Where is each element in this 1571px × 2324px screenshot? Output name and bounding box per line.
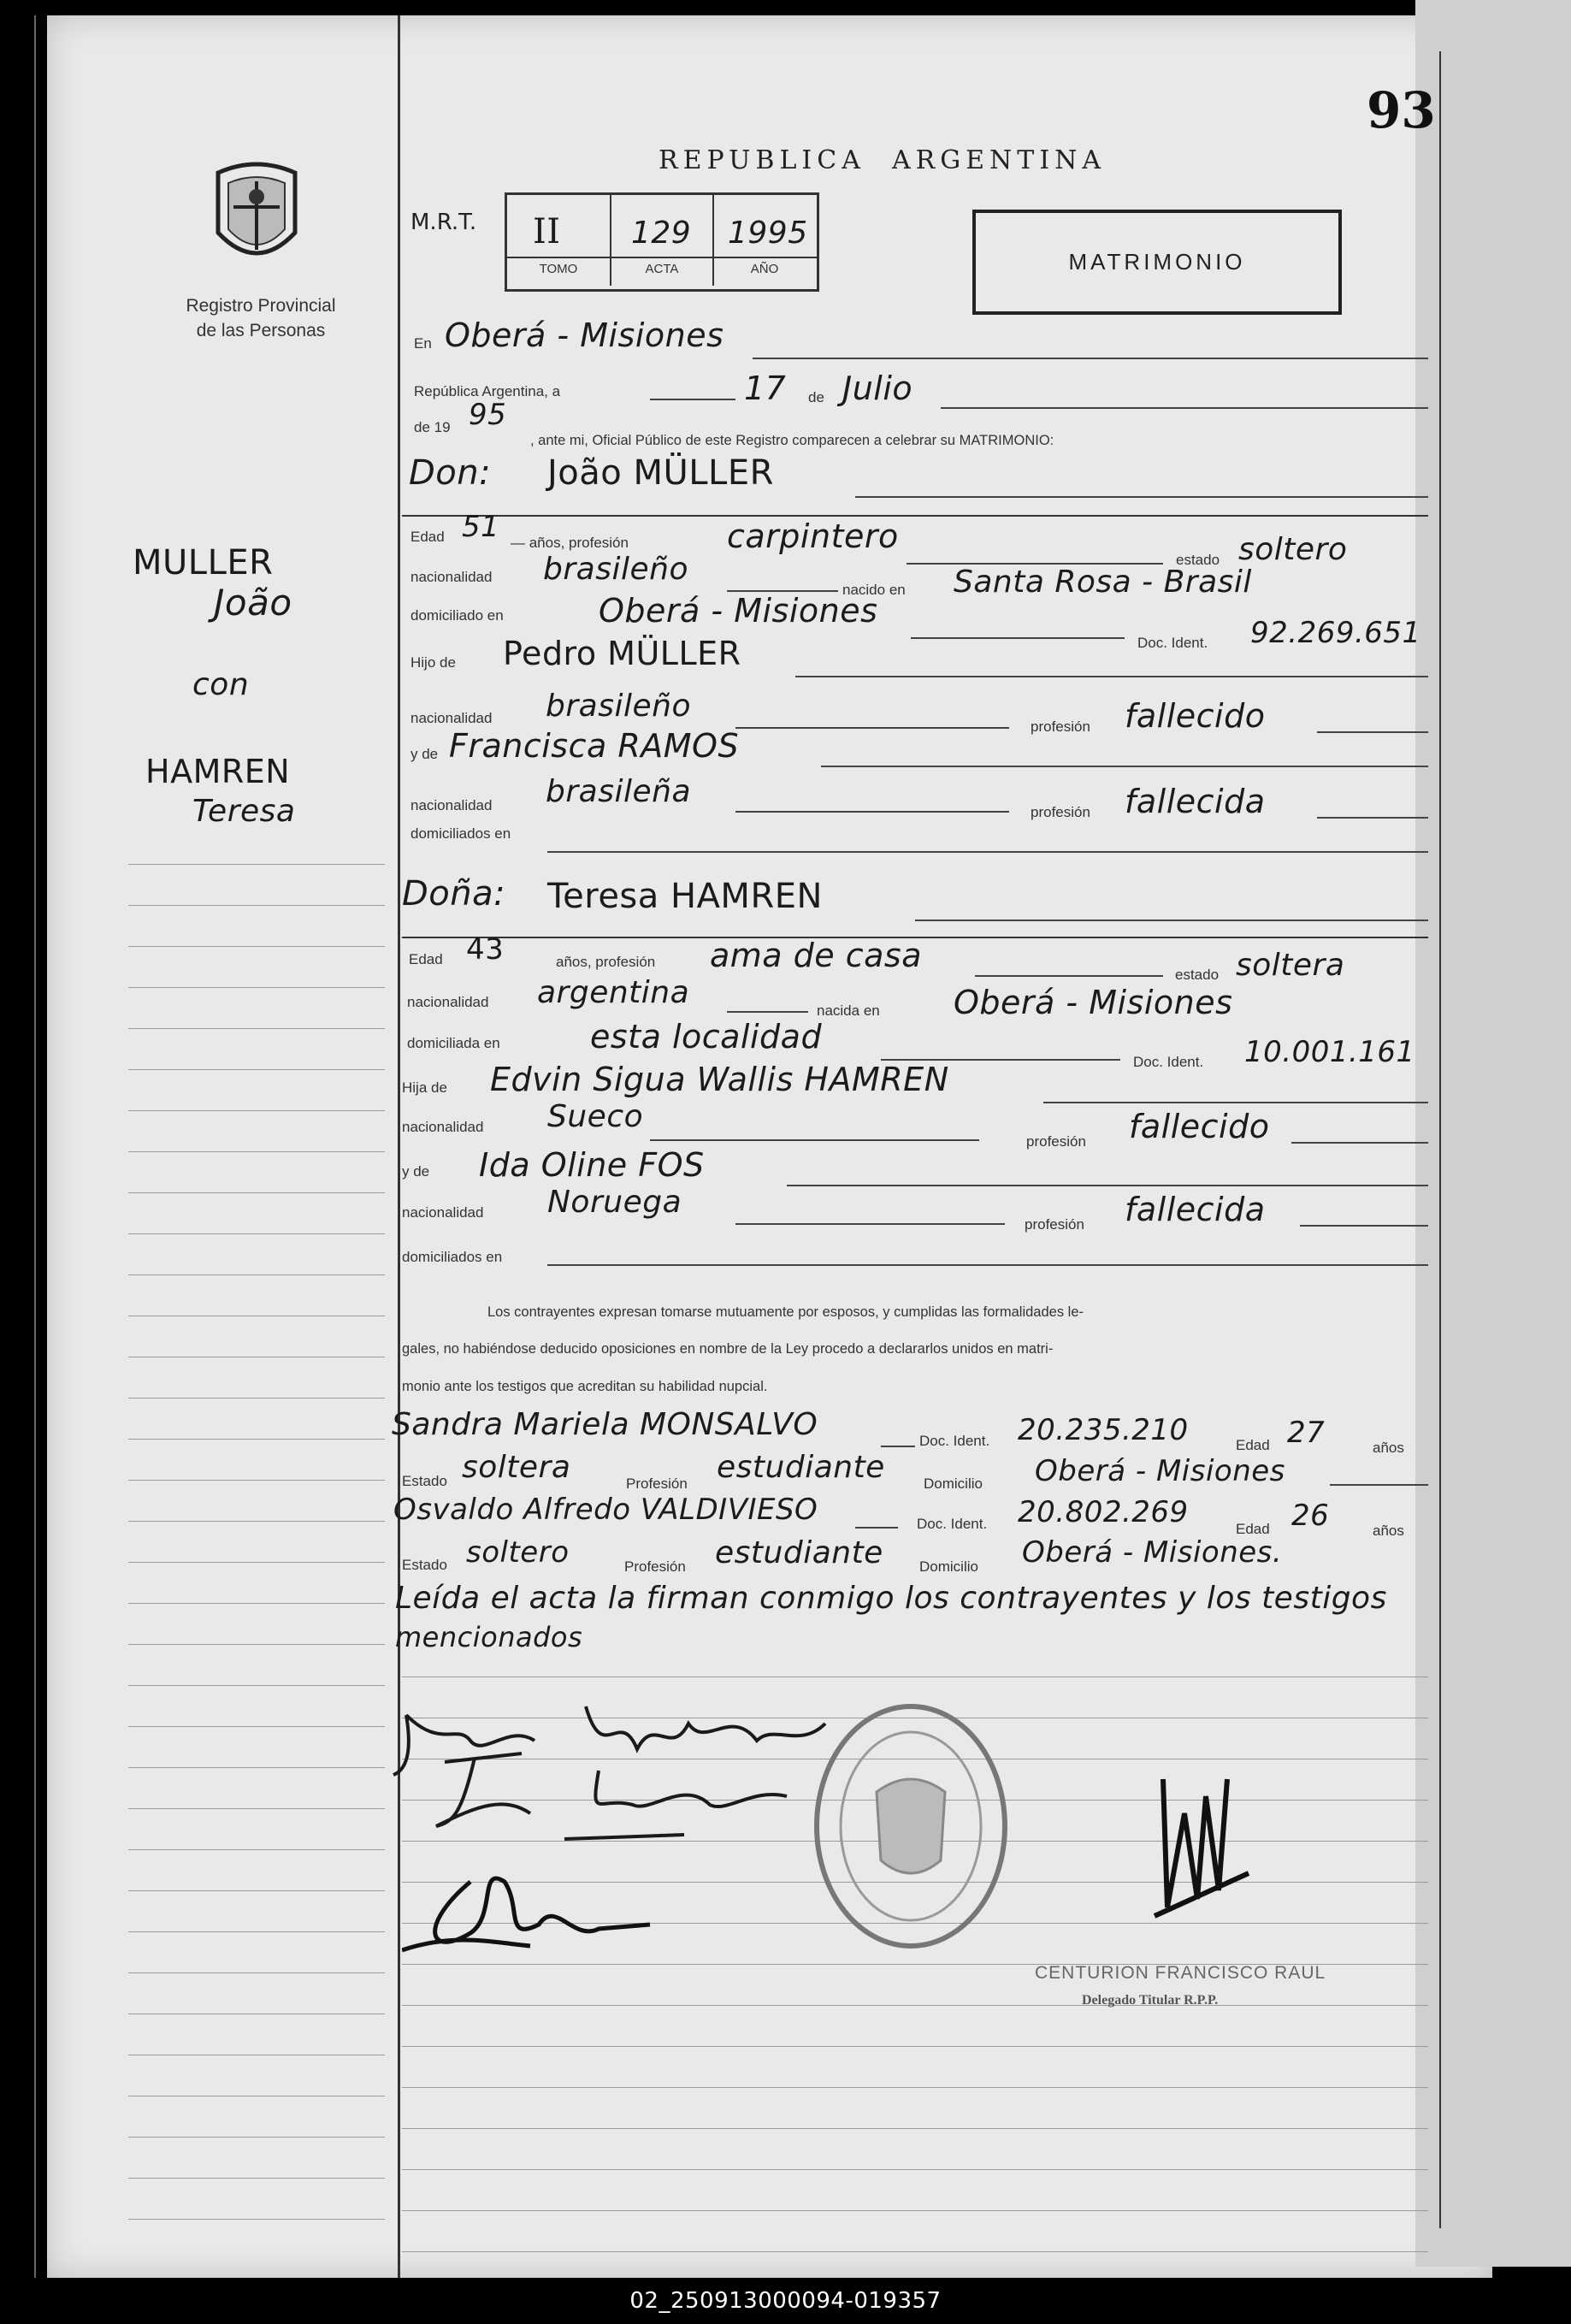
groom-padre-nac-label: nacionalidad	[410, 710, 493, 726]
date-line-1	[650, 399, 735, 400]
groom-domiciliados-line	[547, 851, 1428, 853]
margin-rule	[128, 946, 385, 947]
year-value: 95	[469, 398, 507, 432]
groom-dom-label: domiciliado en	[410, 607, 504, 624]
mrt-label: M.R.T.	[410, 210, 477, 235]
lower-rule	[402, 2005, 1428, 2006]
margin-rule	[128, 1685, 385, 1686]
witness1-estado-label: Estado	[402, 1473, 447, 1489]
margin-rule	[128, 1521, 385, 1522]
place-line	[753, 358, 1428, 359]
signature-witness	[402, 1848, 659, 1967]
official-title: Delegado Titular R.P.P.	[1082, 1993, 1219, 2008]
margin-rule	[128, 2178, 385, 2179]
groom-edad: 51	[462, 510, 500, 544]
mrt-box	[505, 192, 819, 292]
place-prefix: En	[414, 335, 432, 352]
groom-domicilio: Oberá - Misiones	[599, 592, 878, 630]
doc-type-label: MATRIMONIO	[1068, 249, 1246, 275]
registry-name-2: de las Personas	[196, 321, 326, 340]
witness1-profesion: estudiante	[717, 1450, 885, 1485]
witness1-edad: 27	[1287, 1416, 1326, 1450]
groom-nacionalidad: brasileño	[543, 552, 688, 587]
bride-padre-nac: Sueco	[547, 1099, 644, 1134]
ano-label: AÑO	[750, 262, 779, 276]
margin-line-main	[398, 15, 400, 2278]
margin-rule	[128, 1767, 385, 1768]
bride-edad-label: Edad	[409, 951, 443, 967]
date-de: de	[808, 389, 824, 405]
groom-madre-prof-line	[1317, 817, 1428, 819]
bride-name: Teresa HAMREN	[547, 877, 823, 916]
groom-madre-prof-label: profesión	[1031, 804, 1090, 820]
witness2-profesion: estudiante	[715, 1535, 883, 1570]
margin-rule	[128, 1849, 385, 1850]
margin-rule	[128, 864, 385, 865]
margin-rule	[128, 1274, 385, 1275]
closing-line-2: mencionados	[395, 1621, 583, 1653]
bride-estado-label: estado	[1175, 967, 1220, 983]
bride-padre-prof-label: profesión	[1026, 1133, 1086, 1150]
margin-note-3: con	[192, 667, 250, 702]
signature-bride	[428, 1745, 812, 1848]
groom-edad-label: Edad	[410, 529, 445, 545]
groom-madre-nac-line	[735, 811, 1009, 813]
groom-padre-prof-label: profesión	[1031, 718, 1090, 735]
footer-bar	[0, 2278, 1571, 2324]
date-month: Julio	[842, 370, 913, 407]
bride-nac-label: nacionalidad	[407, 994, 489, 1010]
groom-rule-top	[402, 515, 1428, 517]
groom-anos-profesion: — años, profesión	[511, 535, 629, 551]
groom-padre-prof-line	[1317, 731, 1428, 733]
statement-line-2: gales, no habiéndose deducido oposiciones en nombre de la Ley procedo a declararlos unidos en matri-	[402, 1341, 1054, 1357]
bride-domicilio: esta localidad	[590, 1018, 823, 1056]
bride-padre-nac-line	[650, 1139, 979, 1141]
bride-nac-line	[727, 1011, 808, 1013]
place-value: Oberá - Misiones	[445, 316, 724, 354]
witness2-dom-label: Domicilio	[919, 1558, 978, 1575]
bride-madre: Ida Oline FOS	[479, 1146, 705, 1184]
margin-note-2: João	[214, 582, 292, 624]
lower-rule	[402, 2210, 1428, 2211]
groom-name-line	[855, 496, 1428, 498]
groom-padre-nac-line	[735, 727, 1009, 729]
witness1-doc-label: Doc. Ident.	[919, 1433, 990, 1449]
bride-padre-prof: fallecido	[1129, 1108, 1270, 1145]
bride-padre-prof-line	[1291, 1142, 1428, 1144]
groom-madre-prof: fallecida	[1125, 783, 1266, 820]
margin-rule	[128, 1972, 385, 1973]
bride-name-line	[915, 920, 1428, 921]
bride-domiciliados-line	[547, 1264, 1428, 1266]
margin-rule	[128, 1562, 385, 1563]
bride-padre-nac-label: nacionalidad	[402, 1119, 484, 1135]
witness2-estado-label: Estado	[402, 1557, 447, 1573]
margin-rule	[128, 1151, 385, 1152]
witness1-doc: 20.235.210	[1018, 1413, 1189, 1447]
ano-value: 1995	[728, 216, 808, 251]
groom-doc: 92.269.651	[1250, 616, 1421, 650]
margin-rule	[128, 1192, 385, 1193]
margin-rule	[128, 1644, 385, 1645]
bride-madre-nac-label: nacionalidad	[402, 1204, 484, 1221]
bride-madre-nac: Noruega	[547, 1185, 682, 1220]
witness1-domicilio: Oberá - Misiones	[1035, 1454, 1285, 1488]
witness1-anos: años	[1373, 1440, 1404, 1456]
bride-domiciliados-label: domiciliados en	[402, 1249, 503, 1265]
witness2-domicilio: Oberá - Misiones.	[1022, 1535, 1283, 1570]
groom-domiciliados-label: domiciliados en	[410, 825, 511, 842]
margin-rule	[128, 987, 385, 988]
lower-rule	[402, 2169, 1428, 2170]
lower-rule	[402, 2128, 1428, 2129]
bride-nacida-label: nacida en	[817, 1002, 880, 1019]
acta-value: 129	[631, 216, 692, 251]
groom-nac-label: nacionalidad	[410, 569, 493, 585]
witness2-name: Osvaldo Alfredo VALDIVIESO	[393, 1493, 818, 1527]
margin-line-right	[1439, 51, 1441, 2228]
witness1-edad-label: Edad	[1236, 1437, 1270, 1453]
margin-rule	[128, 1480, 385, 1481]
bride-anos-profesion: años, profesión	[556, 954, 656, 970]
margin-rule	[128, 2219, 385, 2220]
witness2-anos: años	[1373, 1523, 1404, 1539]
bride-madre-nac-line	[735, 1223, 1005, 1225]
bride-prof-line	[975, 975, 1163, 977]
witness1-name: Sandra Mariela MONSALVO	[392, 1407, 818, 1442]
bride-madre-prof-label: profesión	[1025, 1216, 1084, 1233]
bride-madre-prof-line	[1300, 1225, 1428, 1227]
groom-padre-line	[795, 676, 1428, 677]
margin-line-left	[34, 15, 36, 2278]
witness1-estado: soltera	[462, 1450, 571, 1485]
margin-rule	[128, 1439, 385, 1440]
lower-rule	[402, 2087, 1428, 2088]
groom-estado: soltero	[1238, 532, 1348, 567]
witness1-name-line	[881, 1446, 915, 1447]
witness1-dom-label: Domicilio	[924, 1475, 983, 1492]
bride-dona: Doña:	[402, 874, 506, 914]
margin-rule	[128, 1726, 385, 1727]
date-day: 17	[744, 370, 787, 407]
groom-madre-line	[821, 766, 1428, 767]
bride-edad: 43	[466, 932, 505, 967]
groom-hijo-label: Hijo de	[410, 654, 456, 671]
bride-estado: soltera	[1236, 948, 1345, 983]
republic-title: REPUBLICA ARGENTINA	[659, 145, 1107, 175]
groom-padre: Pedro MÜLLER	[503, 635, 741, 672]
groom-doc-label: Doc. Ident.	[1137, 635, 1208, 651]
witness2-estado: soltero	[466, 1535, 570, 1570]
year-prefix: de 19	[414, 419, 451, 435]
groom-estado-label: estado	[1176, 552, 1220, 568]
lower-rule	[402, 1676, 1428, 1677]
bride-doc-label: Doc. Ident.	[1133, 1054, 1204, 1070]
margin-rule	[128, 1110, 385, 1111]
groom-profesion: carpintero	[727, 517, 899, 555]
acta-label: ACTA	[645, 262, 679, 276]
bride-doc: 10.001.161	[1244, 1035, 1415, 1069]
bride-y-de: y de	[402, 1163, 430, 1180]
margin-rule	[128, 1398, 385, 1399]
date-line-2	[941, 407, 1428, 409]
tomo-label: TOMO	[539, 262, 578, 276]
bride-padre-line	[1043, 1102, 1428, 1103]
lower-rule	[402, 2046, 1428, 2047]
document-page	[47, 15, 1492, 2278]
witness1-prof-label: Profesión	[626, 1475, 688, 1492]
groom-y-de: y de	[410, 746, 439, 762]
bride-nacida: Oberá - Misiones	[954, 984, 1233, 1021]
groom-name: João MÜLLER	[547, 453, 774, 493]
official-stamp	[808, 1698, 1013, 1954]
witness2-edad: 26	[1291, 1499, 1330, 1533]
tomo-value: II	[533, 212, 561, 251]
margin-note-5: Teresa	[192, 794, 296, 829]
footer-id: 02_250913000094-019357	[629, 2288, 942, 2314]
groom-don: Don:	[409, 453, 492, 493]
bride-profesion: ama de casa	[710, 937, 923, 974]
registry-seal-icon	[210, 156, 304, 274]
margin-rule	[128, 1890, 385, 1891]
margin-note-4: HAMREN	[145, 753, 291, 790]
groom-dom-line	[911, 637, 1125, 639]
groom-madre-nac: brasileña	[546, 774, 691, 809]
margin-rule	[128, 1233, 385, 1234]
bride-dom-label: domiciliada en	[407, 1035, 500, 1051]
margin-rule	[128, 1069, 385, 1070]
witness2-doc: 20.802.269	[1018, 1495, 1189, 1529]
bride-nacionalidad: argentina	[537, 975, 690, 1010]
witness2-prof-label: Profesión	[624, 1558, 686, 1575]
statement-line-1: Los contrayentes expresan tomarse mutuamente por esposos, y cumplidas las formalidades le-	[487, 1304, 1084, 1320]
groom-madre-nac-label: nacionalidad	[410, 797, 493, 813]
groom-padre-prof: fallecido	[1125, 697, 1266, 735]
groom-nacido: Santa Rosa - Brasil	[954, 565, 1252, 600]
closing-line-1: Leída el acta la firman conmigo los contrayentes y los testigos	[395, 1581, 1387, 1616]
matrimonio-box	[972, 210, 1342, 315]
bride-padre: Edvin Sigua Wallis HAMREN	[490, 1061, 949, 1098]
margin-rule	[128, 2137, 385, 2138]
margin-rule	[128, 905, 385, 906]
signature-official	[1137, 1762, 1257, 1933]
margin-note-1: MULLER	[133, 543, 274, 582]
bride-hija-label: Hija de	[402, 1079, 447, 1096]
groom-padre-nac: brasileño	[546, 689, 691, 724]
witness2-doc-label: Doc. Ident.	[917, 1516, 988, 1532]
registry-name-1: Registro Provincial	[186, 296, 336, 316]
page-number: 93	[1367, 81, 1436, 139]
groom-madre: Francisca RAMOS	[449, 727, 740, 765]
margin-rule	[128, 1603, 385, 1604]
groom-nacido-label: nacido en	[842, 582, 906, 598]
date-statement: , ante mi, Oficial Público de este Registro comparecen a celebrar su MATRIMONIO:	[530, 433, 1054, 448]
witness2-edad-label: Edad	[1236, 1521, 1270, 1537]
margin-rule	[128, 1931, 385, 1932]
date-prefix: República Argentina, a	[414, 383, 561, 399]
witness1-dom-line	[1330, 1484, 1428, 1486]
margin-rule	[128, 1028, 385, 1029]
bride-madre-prof: fallecida	[1125, 1191, 1266, 1228]
bride-madre-line	[787, 1185, 1428, 1186]
margin-rule	[128, 1808, 385, 1809]
lower-rule	[402, 2251, 1428, 2252]
witness2-name-line	[855, 1527, 898, 1529]
official-name: CENTURION FRANCISCO RAUL	[1035, 1963, 1326, 1983]
statement-line-3: monio ante los testigos que acreditan su habilidad nupcial.	[402, 1379, 768, 1394]
